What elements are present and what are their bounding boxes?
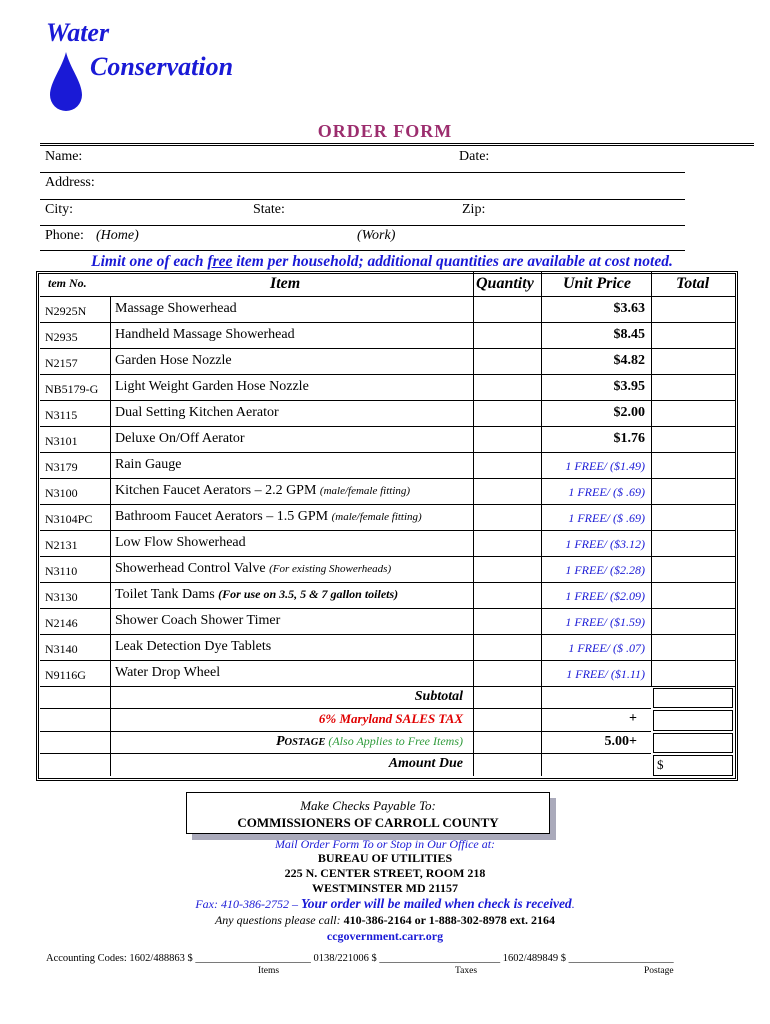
total-input[interactable]	[653, 324, 733, 346]
row-rule	[40, 322, 735, 323]
item-name	[115, 431, 245, 447]
postage-total-box[interactable]	[653, 733, 733, 753]
phone-work-label: (Work)	[357, 228, 396, 243]
item-name-text: Handheld Massage Showerhead	[115, 327, 295, 342]
item-name-text: Shower Coach Shower Timer	[115, 613, 281, 628]
title-rule	[40, 143, 754, 146]
item-name-text: Toilet Tank Dams	[115, 587, 219, 602]
item-code: N2925N	[45, 304, 87, 318]
phone-home-label: (Home)	[96, 228, 139, 243]
item-code: N2935	[45, 330, 78, 344]
address-line-3: WESTMINSTER MD 21157	[311, 881, 459, 895]
total-input[interactable]	[653, 532, 733, 554]
row-rule	[40, 686, 735, 687]
header-rule	[40, 296, 735, 297]
amount-due-label: Amount Due	[388, 756, 463, 771]
postage-note: (Also Applies to Free Items)	[325, 734, 463, 748]
quantity-input[interactable]	[475, 428, 539, 450]
total-input[interactable]	[653, 480, 733, 502]
item-code: N3110	[45, 564, 78, 578]
total-input[interactable]	[653, 506, 733, 528]
summary-rule	[40, 708, 651, 709]
item-name-text: Low Flow Showerhead	[115, 535, 246, 550]
total-input[interactable]	[653, 558, 733, 580]
quantity-input[interactable]	[475, 454, 539, 476]
state-label: State:	[253, 202, 285, 217]
item-code: N3130	[45, 590, 78, 604]
item-name	[115, 613, 280, 629]
item-name	[115, 535, 246, 551]
total-input[interactable]	[653, 662, 733, 684]
item-code: N9116G	[45, 668, 86, 682]
date-label: Date:	[459, 149, 490, 164]
unit-price: $4.82	[613, 353, 645, 368]
total-input[interactable]	[653, 584, 733, 606]
logo-water-text: Water	[46, 18, 110, 47]
total-input[interactable]	[653, 610, 733, 632]
item-name	[115, 665, 220, 681]
subtotal-label: Subtotal	[414, 689, 463, 704]
item-code: N3101	[45, 434, 78, 448]
unit-price: $3.95	[613, 379, 645, 394]
unit-price-free: 1 FREE/ ($1.11)	[566, 667, 645, 681]
col-divider	[473, 272, 474, 686]
item-name-text: Garden Hose Nozzle	[115, 353, 232, 368]
summary-rule	[40, 731, 651, 732]
item-name	[115, 509, 422, 525]
row-rule	[40, 426, 735, 427]
unit-price: $2.00	[613, 405, 645, 420]
page-title: ORDER FORM	[317, 121, 453, 141]
water-drop-icon	[48, 50, 84, 112]
row-rule	[40, 556, 735, 557]
total-input[interactable]	[653, 636, 733, 658]
accounting-postage-label: Postage	[644, 966, 674, 976]
unit-price: $1.76	[613, 431, 645, 446]
total-input[interactable]	[653, 350, 733, 372]
item-code: N2146	[45, 616, 78, 630]
questions-line: Any questions please call: 410-386-2164 or 1-888-302-8978 ext. 2164	[214, 913, 556, 927]
payable-box	[186, 792, 550, 834]
col-divider	[541, 753, 542, 776]
item-name	[115, 327, 295, 343]
payable-label: Make Checks Payable To:	[300, 798, 436, 813]
accounting-taxes-label: Taxes	[455, 966, 478, 976]
item-name	[115, 561, 391, 577]
quantity-input[interactable]	[475, 584, 539, 606]
item-code: N3140	[45, 642, 78, 656]
header-total: Total	[676, 275, 710, 292]
item-code: N3100	[45, 486, 78, 500]
item-name-text: Deluxe On/Off Aerator	[115, 431, 245, 446]
quantity-input[interactable]	[475, 350, 539, 372]
mail-order-label: Mail Order Form To or Stop in Our Office at:	[274, 837, 496, 851]
postage-label	[110, 734, 463, 750]
address-field-line[interactable]	[40, 199, 685, 200]
quantity-input[interactable]	[475, 402, 539, 424]
item-name	[115, 639, 271, 655]
accounting-codes: Accounting Codes: 1602/488863 $ ______________________ 0138/221006 $ _______________________ 1602/489849 $ ____________________	[46, 953, 674, 964]
limit-notice: Limit one of each free item per household; additional quantities are available at cost noted.	[91, 253, 673, 270]
col-divider	[651, 272, 652, 686]
item-name	[115, 379, 309, 395]
quantity-input[interactable]	[475, 376, 539, 398]
row-rule	[40, 400, 735, 401]
item-code: N3104PC	[45, 512, 93, 526]
row-rule	[40, 478, 735, 479]
col-divider	[473, 708, 474, 731]
row-rule	[40, 634, 735, 635]
item-code: N2157	[45, 356, 78, 370]
address-line-1: BUREAU OF UTILITIES	[317, 851, 453, 865]
unit-price-free: 1 FREE/ ($1.59)	[565, 615, 645, 629]
zip-label: Zip:	[462, 202, 486, 217]
item-name	[115, 457, 181, 473]
row-rule	[40, 608, 735, 609]
item-code: N3179	[45, 460, 78, 474]
row-rule	[40, 582, 735, 583]
postage-label-p: P	[275, 734, 285, 749]
unit-price-free: 1 FREE/ ($1.49)	[565, 459, 645, 473]
item-note: (For use on 3.5, 5 & 7 gallon toilets)	[218, 587, 399, 601]
col-divider	[473, 731, 474, 753]
item-name-text: Bathroom Faucet Aerators – 1.5 GPM	[115, 509, 332, 524]
item-name-text: Light Weight Garden Hose Nozzle	[115, 379, 309, 394]
unit-price: $8.45	[613, 327, 645, 342]
row-rule	[40, 348, 735, 349]
total-input[interactable]	[653, 298, 733, 320]
total-input[interactable]	[653, 402, 733, 424]
item-name-text: Showerhead Control Valve	[115, 561, 270, 576]
amount-due-total-box[interactable]	[653, 755, 733, 776]
phone-field-line[interactable]	[40, 250, 685, 251]
item-name-text: Kitchen Faucet Aerators – 2.2 GPM	[115, 483, 320, 498]
tax-total-box[interactable]	[653, 710, 733, 731]
total-input[interactable]	[653, 454, 733, 476]
item-name-text: Water Drop Wheel	[115, 665, 221, 680]
address-line-2: 225 N. CENTER STREET, ROOM 218	[284, 866, 486, 880]
item-name	[115, 405, 279, 421]
fax-line: Fax: 410-386-2752 – Your order will be mailed when check is received.	[195, 896, 575, 911]
total-input[interactable]	[653, 428, 733, 450]
quantity-input[interactable]	[475, 298, 539, 320]
quantity-input[interactable]	[475, 636, 539, 658]
item-name-text: Leak Detection Dye Tablets	[115, 639, 272, 654]
total-input[interactable]	[653, 376, 733, 398]
col-divider	[110, 296, 111, 686]
unit-price-free: 1 FREE/ ($ .69)	[568, 511, 645, 525]
amount-due-dollar: $	[657, 757, 664, 772]
row-rule	[40, 504, 735, 505]
row-rule	[40, 452, 735, 453]
address-label: Address:	[45, 175, 95, 190]
quantity-input[interactable]	[475, 480, 539, 502]
subtotal-total-box[interactable]	[653, 688, 733, 708]
website-link[interactable]: ccgovernment.carr.org	[326, 929, 444, 943]
phone-label: Phone:	[45, 228, 84, 243]
item-name	[115, 587, 398, 603]
quantity-input[interactable]	[475, 662, 539, 684]
item-name	[115, 301, 237, 317]
quantity-input[interactable]	[475, 532, 539, 554]
item-name-text: Rain Gauge	[115, 457, 182, 472]
unit-price-free: 1 FREE/ ($3.12)	[565, 537, 645, 551]
tax-label: 6% Maryland SALES TAX	[318, 711, 463, 726]
payable-name: COMMISSIONERS OF CARROLL COUNTY	[237, 815, 499, 830]
item-name	[115, 483, 410, 499]
item-note: (male/female fitting)	[319, 485, 411, 497]
unit-price-free: 1 FREE/ ($ .07)	[568, 641, 645, 655]
header-item-no: tem No.	[48, 276, 87, 290]
header-item: Item	[270, 275, 301, 292]
logo-conservation-text: Conservation	[90, 52, 234, 81]
city-field-line[interactable]	[40, 225, 685, 226]
accounting-items-label: Items	[258, 966, 280, 976]
unit-price-free: 1 FREE/ ($2.28)	[565, 563, 645, 577]
item-code: N2131	[45, 538, 78, 552]
item-name-text: Dual Setting Kitchen Aerator	[115, 405, 279, 420]
name-label: Name:	[45, 149, 83, 164]
summary-rule	[40, 753, 651, 754]
row-rule	[40, 374, 735, 375]
item-name	[115, 353, 232, 369]
quantity-input[interactable]	[475, 506, 539, 528]
unit-price-free: 1 FREE/ ($2.09)	[565, 589, 645, 603]
city-label: City:	[45, 202, 74, 217]
header-unit-price: Unit Price	[563, 275, 631, 292]
unit-price: $3.63	[613, 301, 645, 316]
col-divider	[541, 686, 542, 708]
header-quantity: Quantity	[476, 275, 534, 292]
postage-amount: 5.00+	[604, 734, 637, 749]
quantity-input[interactable]	[475, 558, 539, 580]
quantity-input[interactable]	[475, 610, 539, 632]
item-code: NB5179-G	[45, 382, 99, 396]
unit-price-free: 1 FREE/ ($ .69)	[568, 485, 645, 499]
item-note: (male/female fitting)	[331, 511, 422, 523]
item-name-text: Massage Showerhead	[115, 301, 237, 316]
item-code: N3115	[45, 408, 78, 422]
name-field-line[interactable]	[40, 172, 685, 173]
row-rule	[40, 530, 735, 531]
row-rule	[40, 660, 735, 661]
tax-amount: +	[629, 711, 637, 726]
item-note: (For existing Showerheads)	[269, 563, 392, 575]
col-divider	[473, 753, 474, 776]
postage-label-rest: OSTAGE	[284, 737, 326, 748]
col-divider	[473, 686, 474, 708]
quantity-input[interactable]	[475, 324, 539, 346]
